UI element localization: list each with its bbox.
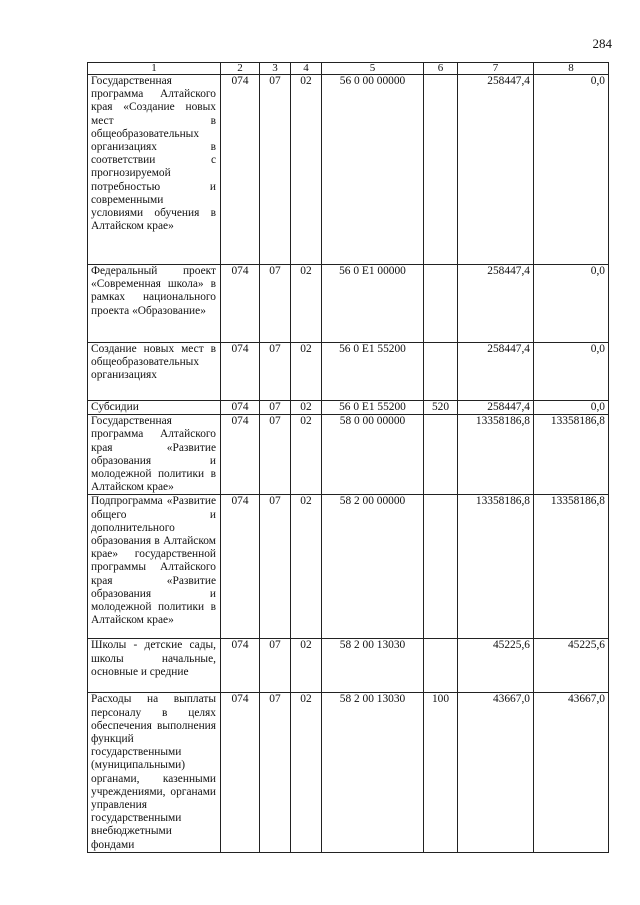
amount-col7: 258447,4	[458, 401, 534, 415]
ministry-code: 074	[221, 495, 260, 639]
expense-type-code	[424, 343, 458, 401]
amount-col7: 43667,0	[458, 693, 534, 852]
expense-type-code	[424, 75, 458, 265]
amount-col8: 13358186,8	[534, 495, 609, 639]
row-name: Школы - детские сады, школы начальные, основные и средние	[88, 639, 221, 693]
column-header: 3	[260, 63, 291, 75]
row-name: Расходы на выплаты персоналу в целях обеспечения выполнения функций государственными (муниципальными) органами, казенными учреждениями, органами управления государственными внебюджетными фондами	[88, 693, 221, 852]
subsection-code: 02	[291, 415, 322, 495]
subsection-code: 02	[291, 75, 322, 265]
ministry-code: 074	[221, 265, 260, 343]
column-header: 1	[88, 63, 221, 75]
expense-type-code: 520	[424, 401, 458, 415]
ministry-code: 074	[221, 75, 260, 265]
target-article-code: 56 0 E1 55200	[322, 401, 424, 415]
table-row	[88, 693, 609, 852]
table-row	[88, 75, 609, 265]
expense-type-code	[424, 265, 458, 343]
amount-col7: 45225,6	[458, 639, 534, 693]
row-name: Государственная программа Алтайского края «Создание новых мест в общеобразовательных организациях в соответствии с прогнозируемой потребностью и современными условиями обучения в Алтайском крае»	[88, 75, 221, 265]
section-code: 07	[260, 415, 291, 495]
ministry-code: 074	[221, 415, 260, 495]
amount-col8: 13358186,8	[534, 415, 609, 495]
row-name: Субсидии	[88, 401, 221, 415]
table-row	[88, 415, 609, 495]
amount-col8: 0,0	[534, 343, 609, 401]
target-article-code: 56 0 E1 00000	[322, 265, 424, 343]
amount-col7: 13358186,8	[458, 415, 534, 495]
column-header: 5	[322, 63, 424, 75]
amount-col7: 13358186,8	[458, 495, 534, 639]
subsection-code: 02	[291, 693, 322, 852]
amount-col8: 0,0	[534, 401, 609, 415]
section-code: 07	[260, 75, 291, 265]
section-code: 07	[260, 265, 291, 343]
subsection-code: 02	[291, 495, 322, 639]
section-code: 07	[260, 343, 291, 401]
column-header: 4	[291, 63, 322, 75]
row-name: Государственная программа Алтайского края «Развитие образования и молодежной политики в Алтайском крае»	[88, 415, 221, 495]
subsection-code: 02	[291, 343, 322, 401]
column-header: 7	[458, 63, 534, 75]
amount-col7: 258447,4	[458, 343, 534, 401]
target-article-code: 58 2 00 13030	[322, 693, 424, 852]
expense-type-code	[424, 639, 458, 693]
target-article-code: 58 2 00 13030	[322, 639, 424, 693]
ministry-code: 074	[221, 693, 260, 852]
subsection-code: 02	[291, 401, 322, 415]
amount-col8: 0,0	[534, 265, 609, 343]
page-number: 284	[592, 36, 612, 51]
section-code: 07	[260, 495, 291, 639]
table-row	[88, 265, 609, 343]
column-header: 8	[534, 63, 609, 75]
table-row	[88, 495, 609, 639]
expense-type-code	[424, 415, 458, 495]
table-row	[88, 343, 609, 401]
section-code: 07	[260, 401, 291, 415]
amount-col7: 258447,4	[458, 75, 534, 265]
column-header: 2	[221, 63, 260, 75]
column-header: 6	[424, 63, 458, 75]
amount-col8: 45225,6	[534, 639, 609, 693]
budget-table	[87, 62, 609, 853]
table-row	[88, 639, 609, 693]
target-article-code: 56 0 00 00000	[322, 75, 424, 265]
ministry-code: 074	[221, 401, 260, 415]
target-article-code: 58 2 00 00000	[322, 495, 424, 639]
header-row	[88, 63, 609, 75]
amount-col7: 258447,4	[458, 265, 534, 343]
subsection-code: 02	[291, 265, 322, 343]
target-article-code: 58 0 00 00000	[322, 415, 424, 495]
ministry-code: 074	[221, 639, 260, 693]
expense-type-code: 100	[424, 693, 458, 852]
row-name: Создание новых мест в общеобразовательных организациях	[88, 343, 221, 401]
amount-col8: 0,0	[534, 75, 609, 265]
section-code: 07	[260, 693, 291, 852]
row-name: Подпрограмма «Развитие общего и дополнительного образования в Алтайском крае» государственной программы Алтайского края «Развитие образования и молодежной политики в Алтайском крае»	[88, 495, 221, 639]
amount-col8: 43667,0	[534, 693, 609, 852]
table-row	[88, 401, 609, 415]
subsection-code: 02	[291, 639, 322, 693]
section-code: 07	[260, 639, 291, 693]
ministry-code: 074	[221, 343, 260, 401]
target-article-code: 56 0 E1 55200	[322, 343, 424, 401]
row-name: Федеральный проект «Современная школа» в рамках национального проекта «Образование»	[88, 265, 221, 343]
expense-type-code	[424, 495, 458, 639]
